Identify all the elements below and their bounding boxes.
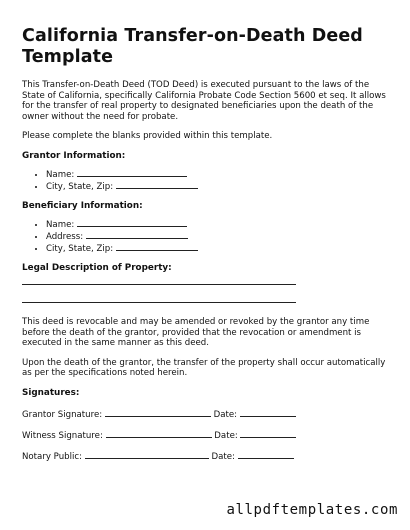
legal-description-line-1[interactable]	[22, 284, 296, 285]
site-watermark: allpdftemplates.com	[226, 502, 398, 518]
grantor-signature-row	[22, 408, 390, 420]
beneficiary-list	[22, 218, 390, 254]
witness-signature-row	[22, 429, 390, 441]
document-title: California Transfer-on-Death Deed Template	[22, 26, 363, 67]
witness-signature-field[interactable]	[106, 429, 212, 438]
grantor-signature-field[interactable]	[105, 408, 211, 417]
beneficiary-address-field[interactable]	[86, 230, 188, 239]
beneficiary-name-label: Name:	[46, 219, 77, 230]
witness-date-field[interactable]	[240, 429, 296, 438]
legal-description-lines	[22, 284, 390, 303]
grantor-city-field[interactable]	[116, 180, 198, 189]
beneficiary-city-item	[46, 242, 390, 254]
grantor-name-item	[46, 168, 390, 180]
grantor-date-field[interactable]	[240, 408, 296, 417]
beneficiary-address-label: Address:	[46, 231, 86, 242]
witness-signature-label: Witness Signature:	[22, 430, 106, 441]
beneficiary-name-field[interactable]	[77, 218, 187, 227]
notary-row	[22, 450, 390, 462]
deed-document	[22, 26, 390, 471]
intro-paragraph: This Transfer-on-Death Deed (TOD Deed) is executed pursuant to the laws of the State of California, specifically California Probate Code Section 5600 et seq. It allows for the transfer of real property to designated beneficiaries upon the death of the owner without the need for probate.	[22, 80, 386, 122]
grantor-date-label: Date:	[210, 409, 240, 420]
beneficiary-name-item	[46, 218, 390, 230]
notary-signature-field[interactable]	[85, 450, 209, 459]
signatures-heading: Signatures:	[22, 387, 80, 398]
grantor-city-label: City, State, Zip:	[46, 181, 116, 192]
notary-date-label: Date:	[208, 451, 238, 462]
beneficiary-city-label: City, State, Zip:	[46, 243, 116, 254]
legal-description-line-2[interactable]	[22, 302, 296, 303]
witness-date-label: Date:	[211, 430, 241, 441]
transfer-on-death-paragraph: Upon the death of the grantor, the transfer of the property shall occur automatically as per the specifications noted herein.	[22, 357, 386, 379]
grantor-name-label: Name:	[46, 169, 77, 180]
beneficiary-address-item	[46, 230, 390, 242]
revocable-paragraph: This deed is revocable and may be amended or revoked by the grantor any time before the death of the grantor, provided that the revocation or amendment is executed in the same manner as this deed.	[22, 316, 370, 349]
grantor-signature-label: Grantor Signature:	[22, 409, 105, 420]
beneficiary-city-field[interactable]	[116, 242, 198, 251]
legal-description-heading: Legal Description of Property:	[22, 262, 172, 273]
grantor-city-item	[46, 180, 390, 192]
grantor-list	[22, 168, 390, 192]
notary-label: Notary Public:	[22, 451, 85, 462]
grantor-heading: Grantor Information:	[22, 150, 126, 161]
instruction-paragraph: Please complete the blanks provided within this template.	[22, 131, 273, 142]
grantor-name-field[interactable]	[77, 168, 187, 177]
notary-date-field[interactable]	[238, 450, 294, 459]
beneficiary-heading: Beneficiary Information:	[22, 200, 143, 211]
